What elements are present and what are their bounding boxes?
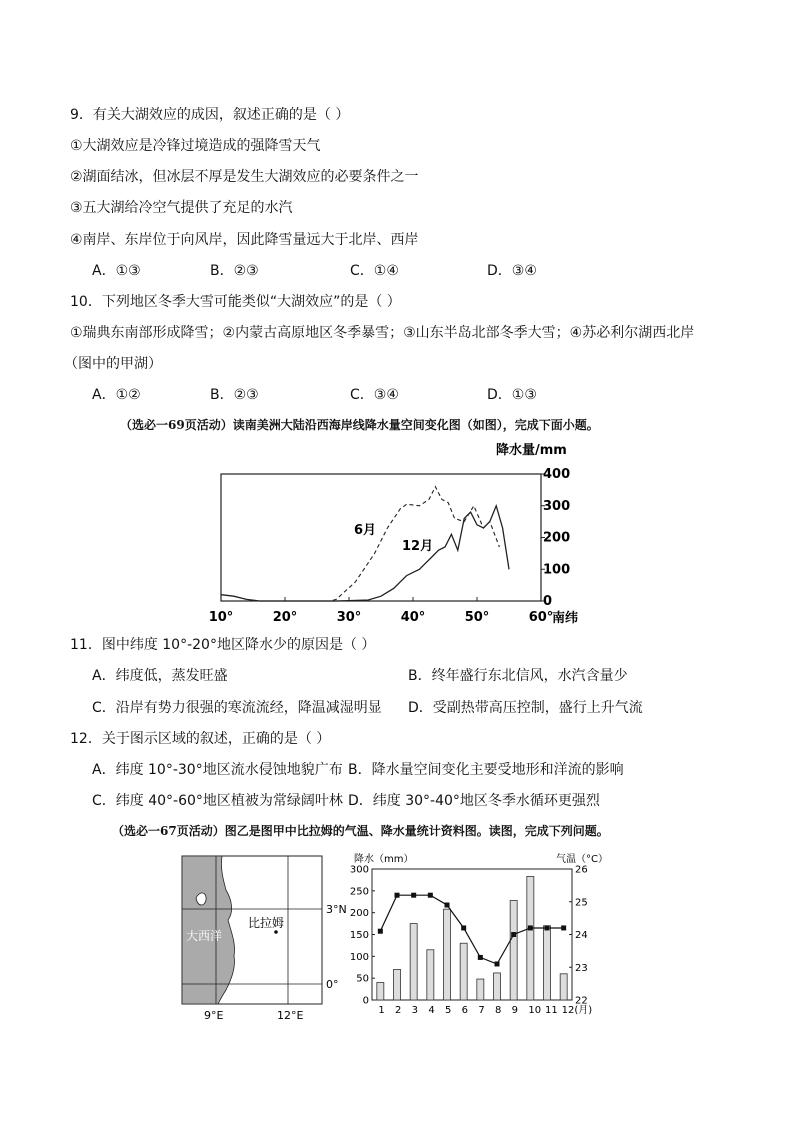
q11-stem: 11．图中纬度 10°-20°地区降水少的原因是（ ）	[70, 637, 376, 653]
month-label: 8	[495, 1005, 502, 1016]
month-label: 2	[395, 1005, 402, 1016]
series-june-label: 6月	[354, 523, 377, 538]
lon-label-9e: 9°E	[204, 1009, 224, 1022]
precipitation-bar	[510, 900, 517, 1000]
left-tick-label: 200	[349, 908, 369, 920]
precipitation-bar	[527, 876, 534, 1000]
temperature-point	[445, 903, 450, 908]
month-label: 12(月)	[561, 1005, 593, 1016]
q9-item-4: ④南岸、东岸位于向风岸，因此降雪量远大于北岸、西岸	[70, 232, 419, 248]
x-tick-label: 10°	[208, 610, 234, 625]
temperature-point	[378, 929, 383, 934]
q10-option-d[interactable]: D．①③	[487, 387, 537, 403]
q12-option-a[interactable]: A．纬度 10°-30°地区流水侵蚀地貌广布	[92, 762, 343, 778]
q10-body-line-1: ①瑞典东南部形成降雪；②内蒙古高原地区冬季暴雪；③山东半岛北部冬季大雪；④苏必利尔湖西北岸	[70, 325, 695, 341]
chart2-frame	[372, 869, 572, 1000]
q9-item-2: ②湖面结冰，但冰层不厚是发生大湖效应的必要条件之一	[70, 169, 419, 185]
month-label: 11	[545, 1005, 558, 1016]
y-tick-label: 200	[543, 530, 571, 546]
precipitation-bar	[427, 950, 434, 1000]
month-label: 9	[511, 1005, 519, 1016]
temperature-point	[561, 925, 566, 930]
right-tick-label: 24	[575, 930, 588, 941]
q9-option-a[interactable]: A．①③	[92, 263, 141, 279]
left-tick-label: 250	[349, 886, 369, 898]
q12-option-d[interactable]: D．纬度 30°-40°地区冬季水循环更强烈	[348, 793, 600, 809]
temperature-point	[478, 955, 483, 960]
month-label: 4	[428, 1005, 435, 1016]
lon-label-12e: 12°E	[277, 1009, 304, 1022]
climate-chart	[349, 850, 612, 1022]
q12-stem: 12．关于图示区域的叙述，正确的是（ ）	[70, 731, 331, 747]
right-tick-label: 22	[575, 995, 588, 1007]
y-tick-label: 100	[543, 562, 571, 578]
temperature-point	[461, 925, 466, 930]
q10-stem: 10．下列地区冬季大雪可能类似“大湖效应”的是（ ）	[70, 294, 401, 310]
precipitation-bar	[410, 924, 417, 1000]
month-label: 5	[445, 1005, 452, 1016]
precipitation-bar	[560, 974, 567, 1000]
precipitation-bar	[477, 979, 484, 1000]
series-june-line	[221, 487, 499, 601]
precipitation-bar	[544, 926, 551, 1000]
q9-item-1: ①大湖效应是冷锋过境造成的强降雪天气	[70, 138, 321, 154]
x-tick-label: 50°	[464, 610, 490, 625]
chart1-ylabel: 降水量/mm	[496, 443, 567, 458]
temperature-point	[528, 925, 533, 930]
chart2-ylabel-left: 降水（mm）	[354, 854, 414, 865]
q11-option-a[interactable]: A．纬度低，蒸发旺盛	[92, 668, 228, 684]
temperature-point	[495, 961, 500, 966]
temperature-point	[428, 893, 433, 898]
lat-label-3n: 3°N	[326, 903, 347, 916]
q10-option-a[interactable]: A．①②	[92, 387, 141, 403]
intro-chart-1: （选必一69页活动）读南美洲大陆沿西海岸线降水量空间变化图（如图），完成下面小题。	[120, 418, 599, 432]
q10-option-b[interactable]: B．②③	[210, 387, 259, 403]
y-tick-label: 300	[543, 498, 571, 514]
ocean-label: 大西洋	[186, 929, 223, 943]
month-label: 1	[378, 1005, 385, 1016]
left-tick-label: 100	[349, 951, 369, 963]
right-tick-label: 23	[575, 962, 588, 974]
month-label: 10	[528, 1005, 542, 1016]
right-tick-label: 26	[575, 864, 588, 876]
series-december-label: 12月	[402, 539, 434, 554]
temperature-point	[395, 893, 400, 898]
q11-option-c[interactable]: C．沿岸有势力很强的寒流流经，降温减湿明显	[92, 700, 382, 716]
temperature-point	[411, 893, 416, 898]
q9-option-d[interactable]: D．③④	[487, 263, 537, 279]
q12-option-b[interactable]: B．降水量空间变化主要受地形和洋流的影响	[348, 762, 624, 778]
chart2-ylabel-right: 气温（°C）	[556, 854, 608, 865]
q11-option-b[interactable]: B．终年盛行东北信风，水汽含量少	[408, 668, 628, 684]
chart1-frame	[221, 474, 541, 601]
precipitation-bar	[494, 973, 501, 1000]
location-map	[176, 850, 347, 1022]
y-tick-label: 0	[543, 594, 553, 609]
y-tick-label: 400	[543, 467, 571, 482]
right-tick-label: 25	[575, 897, 588, 909]
city-dot	[274, 930, 278, 934]
city-label: 比拉姆	[248, 916, 285, 930]
chart1-xlabel: 南纬	[552, 611, 579, 626]
q11-option-d[interactable]: D．受副热带高压控制，盛行上升气流	[408, 700, 643, 716]
temperature-point	[545, 925, 550, 930]
series-december-line	[221, 506, 509, 601]
precipitation-bar	[394, 969, 401, 1000]
intro-chart-2: （选必一67页活动）图乙是图甲中比拉姆的气温、降水量统计资料图。读图，完成下列问题。	[112, 824, 609, 838]
left-tick-label: 300	[349, 864, 369, 876]
q9-option-c[interactable]: C．①④	[350, 263, 399, 279]
temperature-point	[511, 932, 516, 937]
left-tick-label: 150	[349, 930, 369, 941]
x-tick-label: 20°	[272, 610, 298, 625]
coastal-precipitation-chart	[200, 438, 600, 628]
q9-stem: 9．有关大湖效应的成因，叙述正确的是（ ）	[70, 107, 350, 123]
q12-option-c[interactable]: C．纬度 40°-60°地区植被为常绿阔叶林	[92, 793, 343, 809]
x-tick-label: 30°	[336, 610, 362, 625]
month-label: 6	[461, 1005, 469, 1016]
temperature-line	[380, 895, 563, 964]
month-label: 3	[411, 1005, 419, 1016]
lat-label-0: 0°	[326, 978, 339, 991]
x-tick-label: 60°	[528, 610, 554, 625]
q10-option-c[interactable]: C．③④	[350, 387, 399, 403]
q9-item-3: ③五大湖给冷空气提供了充足的水汽	[70, 200, 293, 216]
precipitation-bar	[444, 909, 451, 1000]
precipitation-bar	[460, 943, 467, 1000]
left-tick-label: 0	[362, 995, 369, 1007]
month-label: 7	[478, 1005, 485, 1016]
x-tick-label: 40°	[400, 610, 426, 625]
q10-body-line-2: （图中的甲湖）	[64, 356, 162, 372]
left-tick-label: 50	[356, 973, 369, 985]
q9-option-b[interactable]: B．②③	[210, 263, 259, 279]
precipitation-bar	[377, 983, 384, 1000]
